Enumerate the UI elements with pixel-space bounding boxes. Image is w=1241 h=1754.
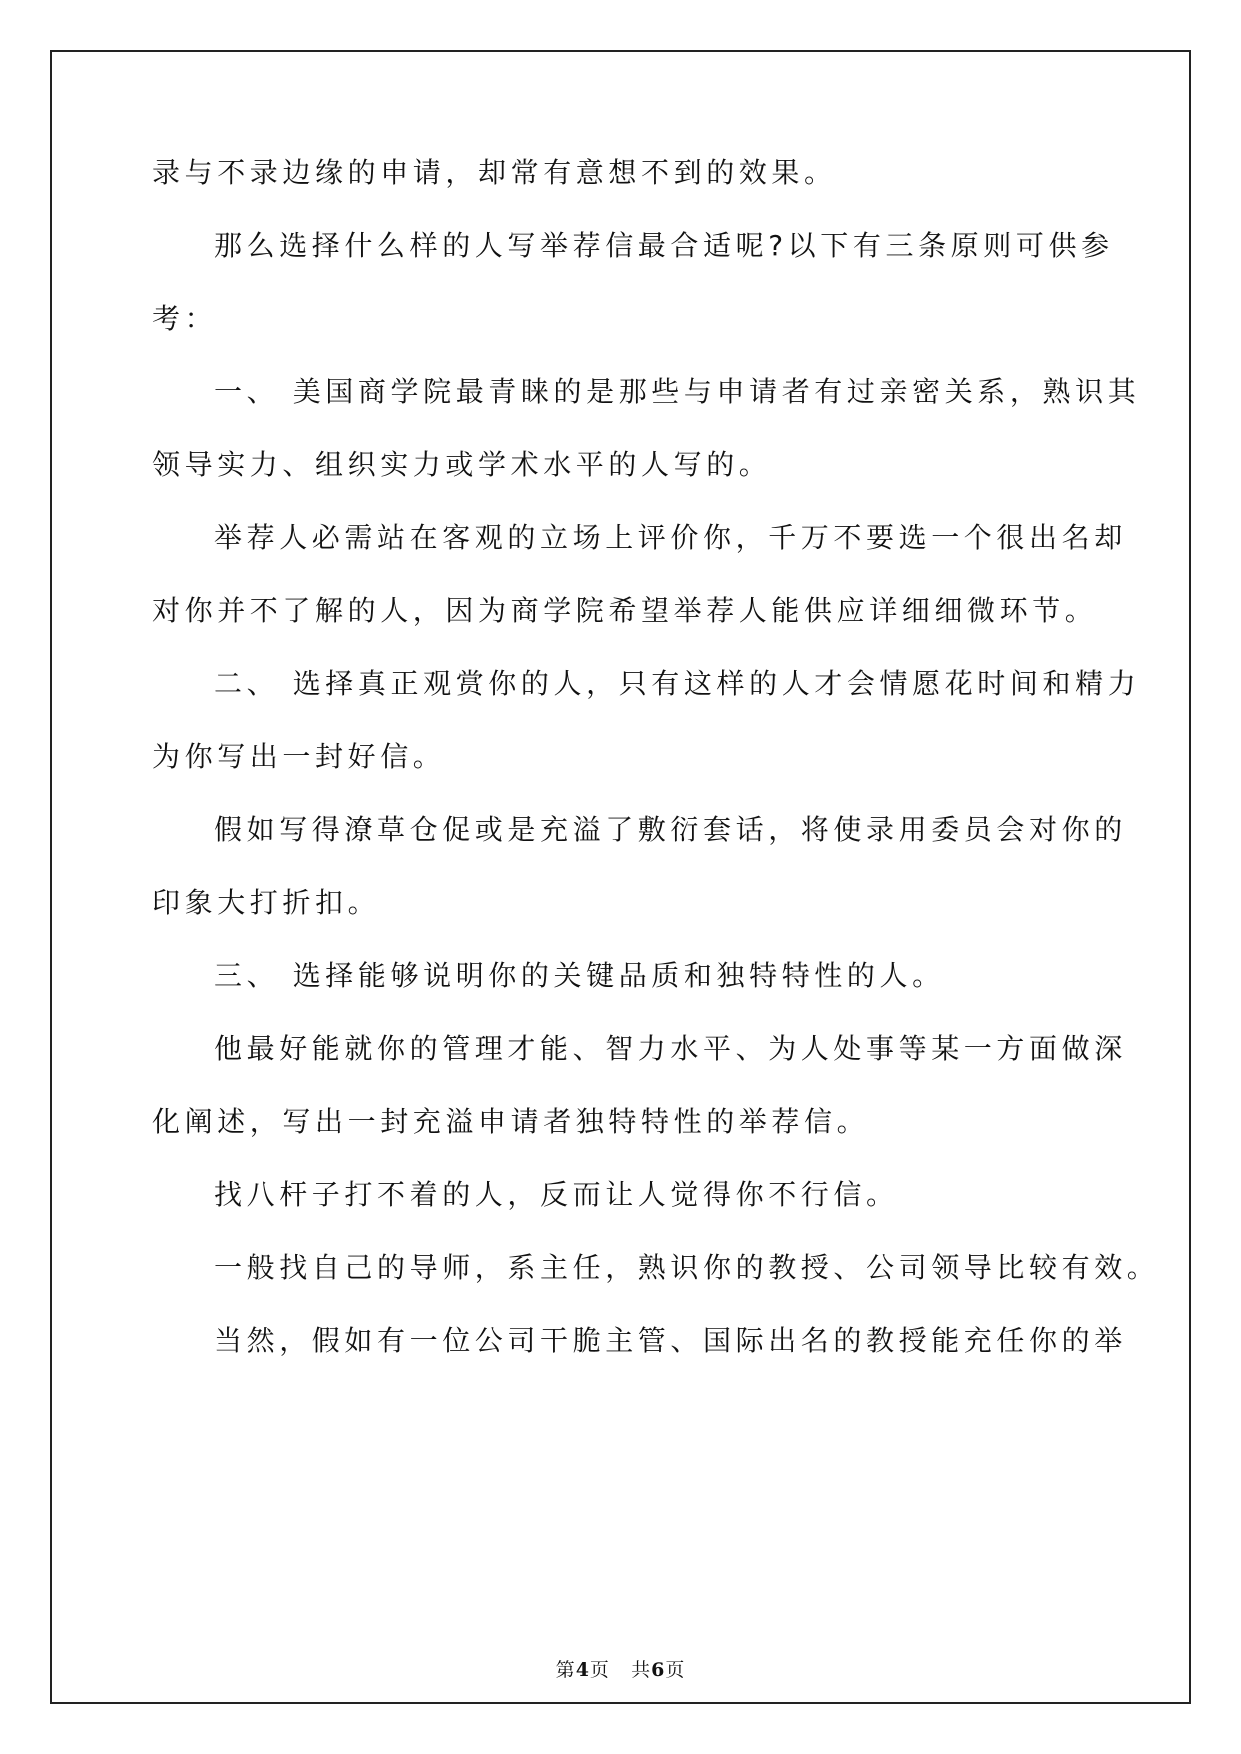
text-line-1: 录与不录边缘的申请，却常有意想不到的效果。: [152, 156, 837, 189]
current-page-number: 4: [575, 1659, 590, 1681]
text-line-17: 当然，假如有一位公司干脆主管、国际出名的教授能充任你的举: [214, 1324, 1127, 1357]
text-line-9: 为你写出一封好信。: [152, 740, 446, 773]
text-line-13: 他最好能就你的管理才能、智力水平、为人处事等某一方面做深: [214, 1032, 1127, 1065]
text-line-8: 二、 选择真正观赏你的人，只有这样的人才会情愿花时间和精力: [214, 667, 1141, 700]
text-line-4: 一、 美国商学院最青睐的是那些与申请者有过亲密关系，熟识其: [214, 375, 1141, 408]
text-line-3: 考：: [152, 302, 218, 335]
text-line-15: 找八杆子打不着的人，反而让人觉得你不行信。: [214, 1178, 899, 1211]
footer-prefix: 第: [555, 1659, 576, 1681]
total-page-number: 6: [651, 1659, 666, 1681]
footer-page-suffix: 页: [589, 1659, 610, 1681]
footer-total-suffix: 页: [665, 1659, 686, 1681]
text-line-5: 领导实力、组织实力或学术水平的人写的。: [152, 448, 772, 481]
page-footer: [0, 1655, 1241, 1682]
footer-total-prefix: 共: [631, 1659, 652, 1681]
text-line-2: 那么选择什么样的人写举荐信最合适呢?以下有三条原则可供参: [214, 229, 1114, 262]
text-line-16: 一般找自己的导师，系主任，熟识你的教授、公司领导比较有效。: [214, 1251, 1160, 1284]
text-line-14: 化阐述，写出一封充溢申请者独特特性的举荐信。: [152, 1105, 870, 1138]
text-line-11: 印象大打折扣。: [152, 886, 381, 919]
text-line-6: 举荐人必需站在客观的立场上评价你，千万不要选一个很出名却: [214, 521, 1127, 554]
text-line-7: 对你并不了解的人，因为商学院希望举荐人能供应详细细微环节。: [152, 594, 1098, 627]
text-line-12: 三、 选择能够说明你的关键品质和独特特性的人。: [214, 959, 945, 992]
text-line-10: 假如写得潦草仓促或是充溢了敷衍套话，将使录用委员会对你的: [214, 813, 1127, 846]
